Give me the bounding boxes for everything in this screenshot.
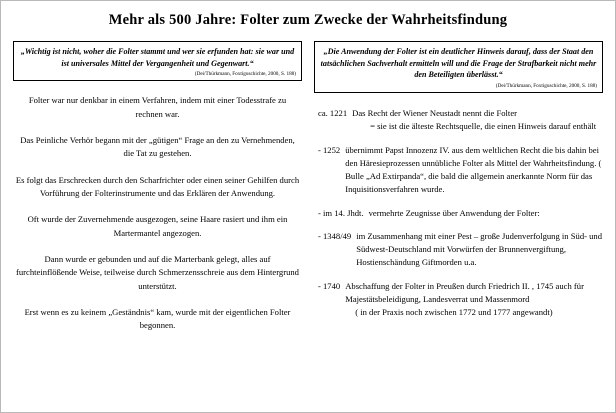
timeline-item <box>314 230 603 269</box>
timeline-item-sub: ( in der Praxis noch zwischen 1772 und 1777 angewandt) <box>355 306 553 317</box>
right-quote-source: (Dei/Thürkmann, Foxtiguschichte, 2000, S. 188) <box>495 83 597 90</box>
page-title: Mehr als 500 Jahre: Folter zum Zwecke der Wahrheitsfindung <box>108 12 508 28</box>
timeline-item-text: vermehrte Zeugnisse über Anwendung der Folter: <box>368 207 540 218</box>
timeline-item-date: - 1740 <box>318 281 341 292</box>
timeline-item <box>314 207 603 220</box>
right-quote-text: „Die Anwendung der Folter ist ein deutlicher Hinweis darauf, dass der Staat den tatsächlichen Sachverhalt ermitteln will und die Frage der Strafbarkeit nicht mehr den Beteiligten überlässt.“ <box>320 47 597 80</box>
timeline-item-text: im Zusammenhang mit einer Pest – große Judenverfolgung in Süd- und Südwest-Deutschland mit Vorwürfen der Brunnenvergiftung, Hostienschändung Giftmorden u.a. <box>356 231 603 268</box>
left-paragraph-2: Das Peinliche Verhör begann mit der „gütigen“ Frage an den zu Vernehmenden, die Tat zu gestehen. <box>20 135 295 159</box>
timeline-item <box>314 144 603 196</box>
left-paragraph-6: Erst wenn es zu keinem „Geständnis“ kam, wurde mit der eigentlichen Folter begonnen. <box>24 306 291 331</box>
timeline-item-main: Das Recht der Wiener Neustadt nennt die Folter <box>352 108 518 119</box>
timeline-item-date: - 1348/49 <box>318 231 352 242</box>
right-column <box>308 41 609 319</box>
right-quote-box <box>314 41 603 93</box>
timeline-list <box>314 107 603 319</box>
timeline-item <box>314 280 603 319</box>
timeline-item-main: Abschaffung der Folter in Preußen durch Friedrich II. , 1745 auch für Majestätsbeleidigung, Landesverrat und Massenmord <box>345 281 584 304</box>
left-quote-text: „Wichtig ist nicht, woher die Folter stammt und wer sie erfunden hat: sie war und ist universales Mittel der Vergangenheit und Gegenwart.“ <box>20 47 295 68</box>
timeline-item-text <box>345 280 603 319</box>
left-quote-box <box>13 41 302 81</box>
left-paragraph-4: Oft wurde der Zuvernehmende ausgezogen, seine Haare rasiert und ihm ein Martermantel angezogen. <box>27 214 288 238</box>
timeline-item-date: - 1252 <box>318 144 341 155</box>
content-columns <box>1 41 615 333</box>
timeline-item-text: übernimmt Papst Innozenz IV. aus dem weltlichen Recht die bis dahin bei den Häresieprozessen unnübliche Folter als Mittel der Wahrheitsfindung. ( Bulle „Ad Extirpanda“, die bald die allgemein anerkannte Norm für das Inquisitionsverfahren wurde. <box>345 144 602 194</box>
left-column <box>7 41 308 333</box>
timeline-item-sub: = sie ist die älteste Rechtsquelle, die einen Hinweis darauf enthält <box>370 121 597 132</box>
left-paragraph-3: Es folgt das Erschrecken durch den Scharfrichter oder einen seiner Gehilfen durch Vorführung der Folterinstrumente und das Erklären der Anwendung. <box>15 174 300 199</box>
timeline-item-date: - im 14. Jhdt. <box>318 207 364 218</box>
timeline-item-text <box>352 107 603 133</box>
left-paragraph-5: Dann wurde er gebunden und auf die Marterbank gelegt, alles auf furchteinflößende Weise, teilweise durch Schmerzensschreie aus dem Hintergrund unterstützt. <box>16 253 299 291</box>
timeline-item <box>314 107 603 133</box>
left-paragraph-1: Folter war nur denkbar in einem Verfahren, indem mit einer Todesstrafe zu rechnen war. <box>28 95 287 119</box>
left-quote-source: (Dei/Thürkmann, Foxtiguschichte, 2000, S. 188) <box>194 71 296 78</box>
timeline-item-date: ca. 1221 <box>318 108 348 119</box>
left-body <box>13 94 302 332</box>
